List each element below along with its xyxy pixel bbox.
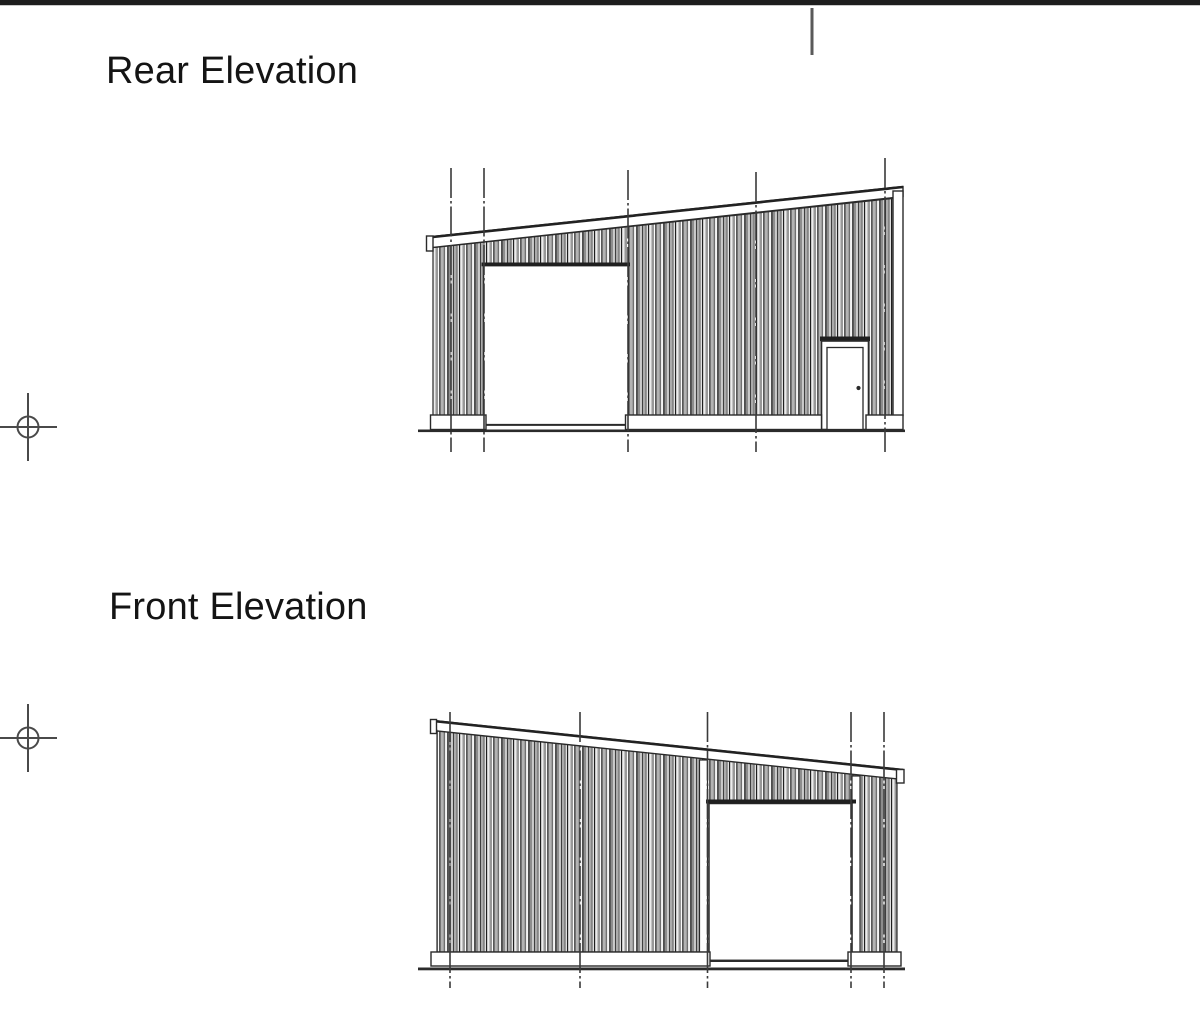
- front-ground-line: [418, 968, 905, 971]
- front-garage-door-opening: [709, 804, 852, 961]
- front-fascia-right-cap: [897, 770, 905, 784]
- front-opening-left-jamb: [700, 760, 708, 952]
- registration-mark-icon: [0, 393, 57, 461]
- rear-right-corner-trim: [893, 191, 903, 416]
- front-elevation-drawing: [418, 712, 905, 988]
- front-plinth-left: [431, 952, 710, 966]
- rear-elevation-drawing: [418, 158, 905, 452]
- front-garage-opening-header: [706, 800, 856, 804]
- front-elevation-title: Front Elevation: [109, 586, 368, 628]
- top-tick-mark: [811, 8, 814, 55]
- rear-garage-door-opening: [484, 266, 629, 426]
- front-fascia-left-cap: [431, 720, 437, 734]
- rear-ground-line: [418, 430, 905, 433]
- rear-door-knob: [856, 386, 860, 390]
- rear-fascia-left-cap: [427, 236, 434, 251]
- rear-plinth-main: [626, 415, 822, 430]
- registration-mark-icon: [0, 704, 57, 772]
- front-plinth-right: [848, 952, 901, 966]
- rear-personnel-door: [820, 337, 870, 430]
- rear-garage-opening-header: [482, 263, 631, 267]
- rear-plinth-left: [431, 415, 487, 430]
- rear-elevation-title: Rear Elevation: [106, 50, 359, 92]
